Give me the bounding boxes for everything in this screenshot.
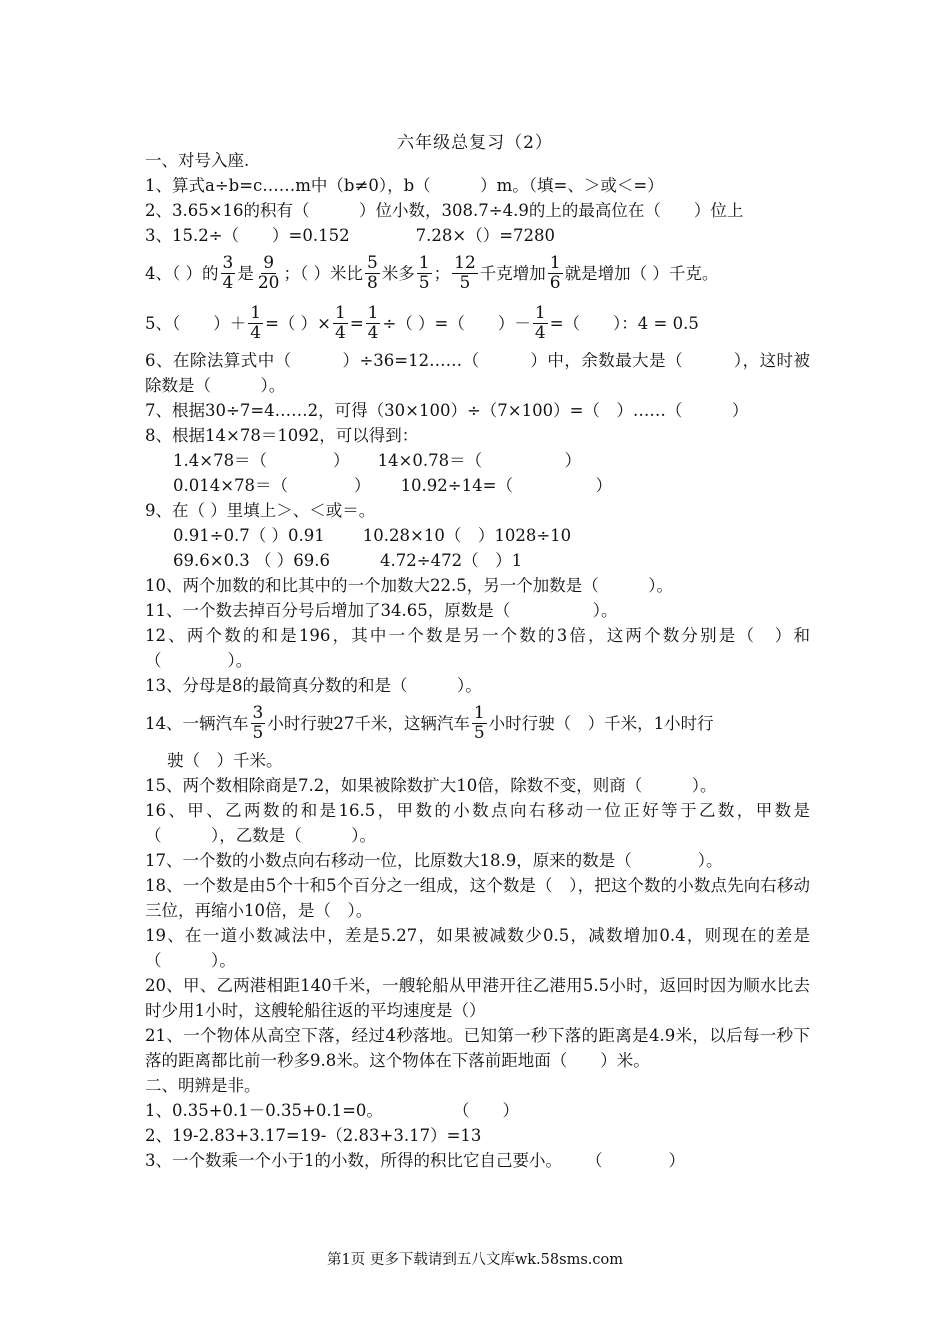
question-8-item-d: 10.92÷14=（ ） — [400, 476, 612, 495]
judgement-3 — [145, 1148, 810, 1173]
question-1: 1、算式a÷b=c……m中（b≠0），b（ ）m。（填=、＞或＜=） — [145, 176, 664, 195]
question-4 — [145, 248, 810, 298]
text-segment: 小时行驶27千米，这辆汽车 — [267, 713, 470, 733]
question-9-row-1 — [145, 523, 810, 548]
text-segment: 14、一辆汽车 — [145, 713, 249, 733]
question-9-item-d: 4.72÷472（ ）1 — [380, 551, 523, 570]
numerator: 5 — [366, 252, 378, 273]
fraction — [251, 704, 266, 743]
text-segment: 是 — [237, 263, 254, 283]
fraction — [221, 254, 236, 293]
judgement-3-text: 3、一个数乘一个小于1的小数，所得的积比它自己要小。 — [145, 1151, 562, 1170]
question-6: 6、在除法算式中（ ）÷36=12……（ ）中，余数最大是（ ），这时被除数是（ ）。 — [145, 351, 810, 395]
question-12: 12、两个数的和是196，其中一个数是另一个数的3倍，这两个数分别是（ ）和（ ）。 — [145, 626, 810, 670]
judgement-3-blank: （ ） — [586, 1151, 685, 1170]
question-19: 19、在一道小数减法中，差是5.27，如果被减数少0.5，减数增加0.4，则现在的差是（ ）。 — [145, 926, 810, 970]
text-segment: =（ ）：4 = 0.5 — [549, 313, 699, 333]
question-3 — [145, 223, 810, 248]
denominator: 4 — [367, 322, 379, 343]
text-segment: 4、（ ）的 — [145, 263, 219, 283]
text-segment: 小时行驶（ ）千米，1小时行 — [488, 713, 714, 733]
question-9-row-2 — [145, 548, 810, 573]
fraction — [472, 704, 487, 743]
text-segment: ；（ ）米比 — [283, 263, 363, 283]
question-21: 21、一个物体从高空下落，经过4秒落地。已知第一秒下落的距离是4.9米，以后每一秒下落的距离都比前一秒多9.8米。这个物体在下落前距地面（ ）米。 — [145, 1026, 810, 1070]
numerator: 1 — [549, 252, 561, 273]
question-20: 20、甲、乙两港相距140千米，一艘轮船从甲港开往乙港用5.5小时，返回时因为顺水比去时少用1小时，这艘轮船往返的平均速度是（） — [145, 976, 810, 1020]
judgement-1 — [145, 1098, 810, 1123]
text-segment: ÷（ ）=（ ）－ — [382, 313, 531, 333]
fraction — [533, 304, 548, 343]
fraction — [256, 254, 282, 293]
denominator: 4 — [534, 322, 546, 343]
judgement-2: 2、19-2.83+3.17=19-（2.83+3.17）=13 — [145, 1126, 482, 1145]
question-13: 13、分母是8的最简真分数的和是（ ）。 — [145, 676, 482, 695]
question-9-item-b: 10.28×10（ ）1028÷10 — [362, 526, 572, 545]
text-segment: 5、（ ）＋ — [145, 313, 247, 333]
question-8-item-c: 0.014×78＝（ ） — [173, 476, 371, 495]
numerator: 1 — [473, 702, 485, 723]
judgement-1-blank: （ ） — [452, 1101, 519, 1120]
question-9: 9、在（ ）里填上＞、＜或＝。 — [145, 501, 376, 520]
denominator: 5 — [459, 272, 471, 293]
question-8-row-2 — [145, 473, 810, 498]
fraction — [333, 304, 348, 343]
question-2: 2、3.65×16的积有（ ）位小数，308.7÷4.9的上的最高位在（ ）位上 — [145, 201, 744, 220]
numerator: 12 — [454, 252, 476, 273]
text-segment: 就是增加（ ）千克。 — [564, 263, 719, 283]
fraction — [548, 254, 563, 293]
question-15: 15、两个数相除商是7.2，如果被除数扩大10倍，除数不变，则商（ ）。 — [145, 776, 717, 795]
section-1-heading: 一、对号入座. — [145, 151, 250, 170]
question-8-item-a: 1.4×78＝（ ） — [173, 451, 350, 470]
numerator: 9 — [263, 252, 275, 273]
denominator: 5 — [418, 272, 430, 293]
text-segment: 千克增加 — [479, 263, 546, 283]
denominator: 5 — [473, 722, 485, 743]
numerator: 3 — [252, 702, 264, 723]
text-segment: =（ ）× — [265, 313, 331, 333]
denominator: 5 — [252, 722, 264, 743]
page-footer: 第1页 更多下载请到五八文库wk.58sms.com — [327, 1252, 623, 1268]
numerator: 1 — [534, 302, 546, 323]
question-8-row-1 — [145, 448, 810, 473]
fraction — [248, 304, 263, 343]
numerator: 1 — [367, 302, 379, 323]
numerator: 1 — [334, 302, 346, 323]
question-3-part-b: 7.28×（）=7280 — [415, 226, 556, 245]
page-title: 六年级总复习（2） — [397, 133, 553, 153]
fraction — [366, 304, 381, 343]
denominator: 8 — [366, 272, 378, 293]
question-17: 17、一个数的小数点向右移动一位，比原数大18.9，原来的数是（ ）。 — [145, 851, 723, 870]
question-5 — [145, 298, 810, 348]
denominator: 20 — [257, 272, 280, 293]
question-18: 18、一个数是由5个十和5个百分之一组成，这个数是（ ），把这个数的小数点先向右移动三位，再缩小10倍，是（ ）。 — [145, 876, 810, 920]
fraction — [365, 254, 380, 293]
question-9-item-c: 69.6×0.3 （ ）69.6 — [173, 551, 331, 570]
judgement-1-text: 1、0.35+0.1－0.35+0.1=0。 — [145, 1101, 383, 1120]
text-segment: ； — [433, 263, 451, 283]
question-7: 7、根据30÷7=4……2，可得（30×100）÷（7×100）=（ ）……（ ） — [145, 401, 749, 420]
question-14-continued: 驶（ ）千米。 — [167, 751, 283, 770]
fraction — [452, 254, 478, 293]
section-2-heading: 二、明辨是非。 — [145, 1076, 261, 1095]
numerator: 1 — [250, 302, 262, 323]
question-8: 8、根据14×78＝1092，可以得到： — [145, 426, 419, 445]
question-11: 11、一个数去掉百分号后增加了34.65，原数是（ ）。 — [145, 601, 618, 620]
text-segment: 米多 — [381, 263, 415, 283]
denominator: 6 — [549, 272, 561, 293]
numerator: 3 — [222, 252, 234, 273]
denominator: 4 — [334, 322, 346, 343]
question-list — [145, 148, 810, 1173]
question-3-part-a: 3、15.2÷（ ）=0.152 — [145, 226, 350, 245]
fraction — [417, 254, 432, 293]
numerator: 1 — [418, 252, 430, 273]
denominator: 4 — [250, 322, 262, 343]
question-10: 10、两个加数的和比其中的一个加数大22.5，另一个加数是（ ）。 — [145, 576, 673, 595]
question-16: 16、甲、乙两数的和是16.5，甲数的小数点向右移动一位正好等于乙数，甲数是（ ），乙数是（ ）。 — [145, 801, 810, 845]
question-14 — [145, 698, 810, 748]
text-segment: = — [349, 313, 364, 333]
question-8-item-b: 14×0.78＝（ ） — [377, 451, 582, 470]
question-9-item-a: 0.91÷0.7（ ）0.91 — [173, 526, 325, 545]
denominator: 4 — [222, 272, 234, 293]
